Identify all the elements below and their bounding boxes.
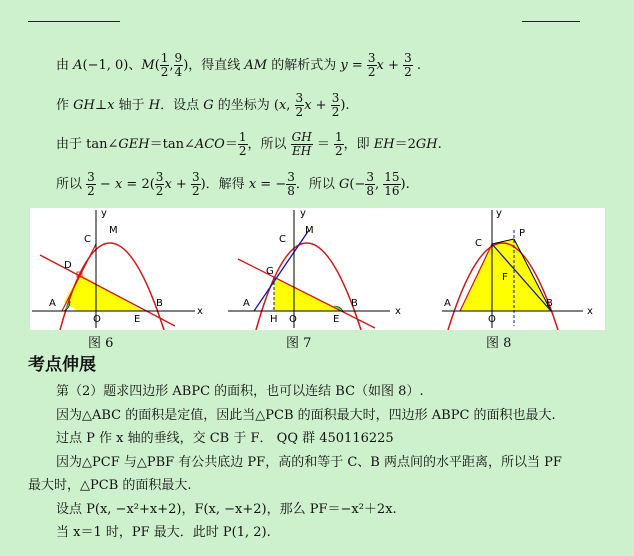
- fig7-label-A: A: [243, 298, 250, 309]
- fig6-label-E: E: [134, 314, 141, 325]
- text-line-2: 作 GH⊥x 轴于 H．设点 G 的坐标为 (x, $\frac{3}{2}$ x + $\frac{3}{2}$ ).: [56, 91, 350, 119]
- figure-row: [30, 208, 605, 330]
- text-line-3: 由于 tan∠GEH＝tan∠ACO＝ $\frac{1}{2}$ ，所以 $\frac{GH}{EH}$ ＝ $\frac{1}{2}$ ，即 EH＝2GH.: [56, 130, 442, 158]
- fig7-label-O: O: [289, 314, 297, 325]
- fig8-label-P: P: [519, 228, 526, 239]
- fig8-label-A: A: [444, 298, 451, 309]
- fig6-label-B: B: [156, 298, 163, 309]
- fig8-label-C: C: [475, 238, 482, 249]
- fig8-label-y: y: [496, 208, 502, 219]
- fig7-label-B: B: [351, 298, 358, 309]
- fig7-label-x: x: [395, 306, 401, 317]
- paragraph-5: 最大时，△PCB 的面积最大.: [28, 478, 192, 493]
- fig6-yellow-quad: [64, 274, 143, 311]
- fig8-caption: 图 8: [486, 336, 512, 351]
- fig8-label-x: x: [587, 306, 593, 317]
- fig6-label-D: D: [64, 260, 72, 271]
- fig7-label-G: G: [266, 266, 274, 277]
- paragraph-7: 当 x＝1 时，PF 最大．此时 P(1, 2).: [56, 525, 271, 540]
- fig6-label-O: O: [93, 314, 101, 325]
- text-line-1: 由 A(−1, 0)、M( $\frac{1}{2}$ , $\frac{9}{4}$ )，得直线 AM 的解析式为 y = $\frac{3}{2}$ x + $\frac{3}{2}$ .: [56, 51, 421, 79]
- top-right-rule: [522, 21, 580, 22]
- fig6-label-A: A: [49, 298, 56, 309]
- fig7-label-E: E: [333, 314, 340, 325]
- figure-6: [32, 208, 203, 330]
- fig7-label-y: y: [300, 208, 306, 219]
- figures-svg: [30, 208, 605, 330]
- section-heading: 考点伸展: [28, 355, 96, 375]
- fig8-label-F: F: [502, 272, 508, 283]
- fig7-label-C: C: [279, 234, 286, 245]
- figure-8: [442, 208, 593, 330]
- text-line-4: 所以 $\frac{3}{2}$ − x = 2( $\frac{3}{2}$ x + $\frac{3}{2}$ )．解得 x = − $\frac{3}{8}$ ．所以 G(− $\frac{3}{8}$ , $\frac{15}{16}$ ).: [56, 170, 410, 198]
- fig7-caption: 图 7: [286, 336, 312, 351]
- fig7-label-H: H: [270, 314, 278, 325]
- paragraph-6: 设点 P(x, −x²+x+2)，F(x, −x+2)，那么 PF＝−x²＋2x.: [56, 502, 397, 517]
- paragraph-4: 因为△PCF 与△PBF 有公共底边 PF，高的和等于 C、B 两点间的水平距离，所以当 PF: [56, 455, 562, 470]
- fig6-label-M: M: [109, 225, 118, 236]
- paragraph-3: 过点 P 作 x 轴的垂线，交 CB 于 F． QQ 群 450116225: [56, 431, 394, 446]
- fig8-label-O: O: [488, 314, 496, 325]
- fig6-label-C: C: [84, 234, 91, 245]
- fig6-caption: 图 6: [88, 336, 114, 351]
- fig8-label-B: B: [546, 298, 553, 309]
- paragraph-1: 第（2）题求四边形 ABPC 的面积，也可以连结 BC（如图 8）.: [56, 384, 424, 399]
- top-left-rule: [28, 21, 120, 22]
- paragraph-2: 因为△ABC 的面积是定值，因此当△PCB 的面积最大时，四边形 ABPC 的面积也最大.: [56, 408, 556, 423]
- fig7-label-M: M: [305, 225, 314, 236]
- fig6-label-x: x: [197, 306, 203, 317]
- fig6-label-y: y: [101, 208, 107, 219]
- figure-7: [228, 208, 401, 330]
